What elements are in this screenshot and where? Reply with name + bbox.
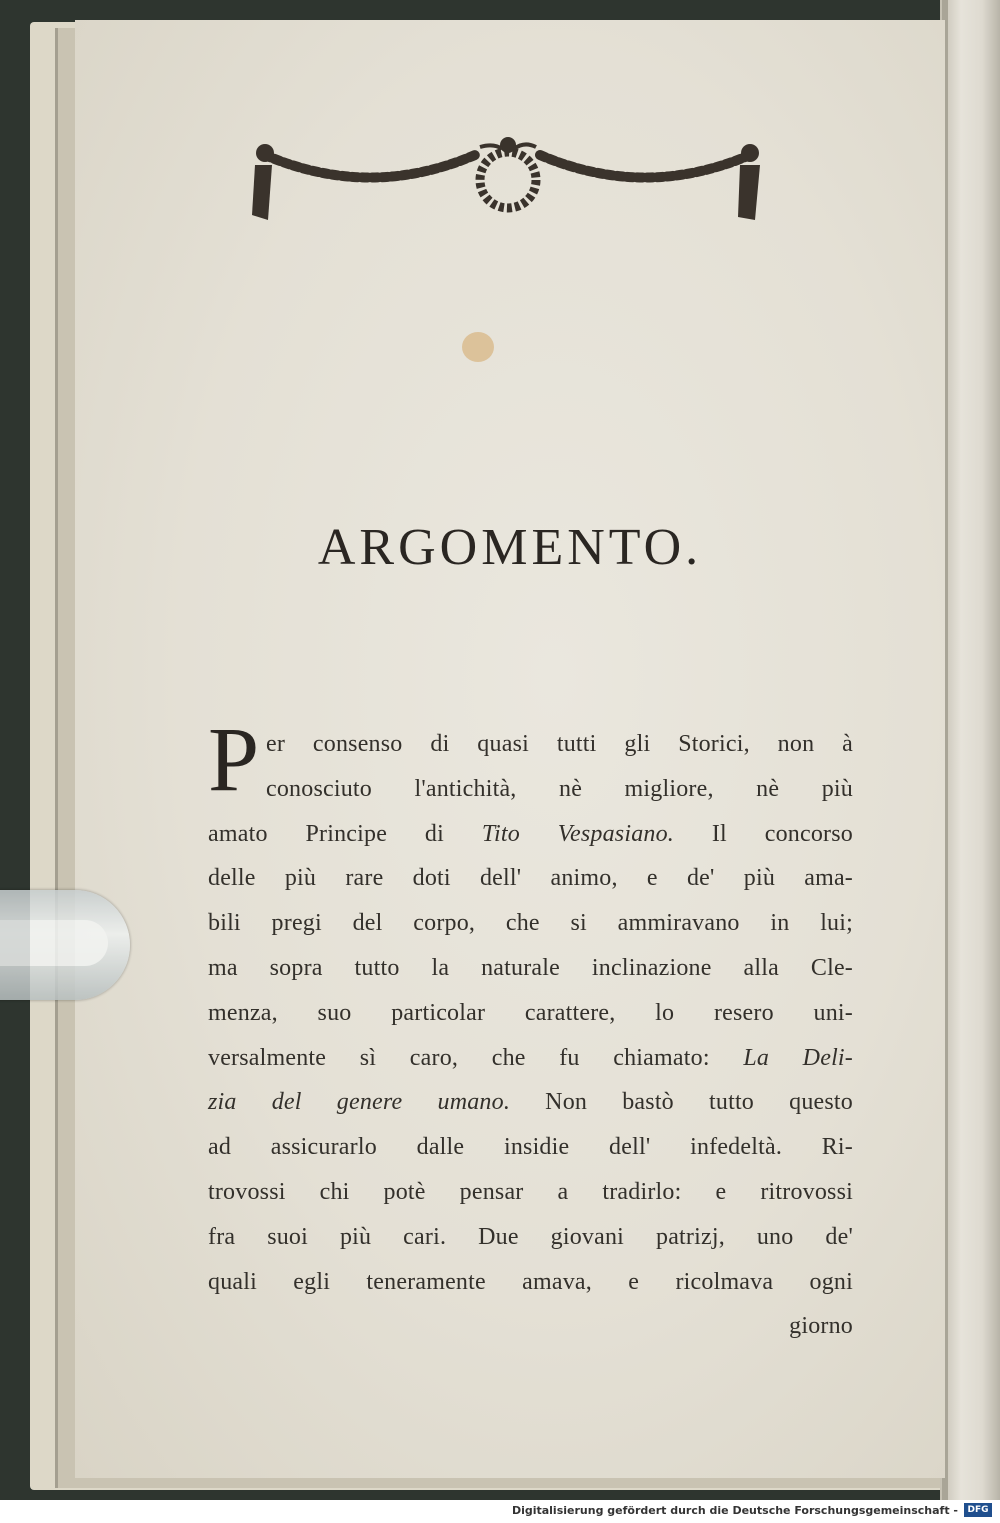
- text-line: [208, 1125, 853, 1170]
- text-line: [208, 722, 853, 767]
- text-span: trovossi chi potè pensar a tradirlo: e ritrovossi: [208, 1178, 853, 1205]
- book-spine: [940, 0, 1000, 1500]
- drop-cap: P: [208, 708, 260, 810]
- text-span: versalmente sì caro, che fu chiamato:: [208, 1044, 744, 1071]
- bookmark-clip-icon: [0, 890, 130, 1000]
- text-line: [208, 767, 853, 812]
- text-line: [208, 1036, 853, 1081]
- text-span: Il concorso: [674, 820, 853, 847]
- text-line: [208, 991, 853, 1036]
- italic-text: La Deli-: [743, 1044, 853, 1071]
- text-line: [208, 812, 853, 857]
- body-text: [208, 708, 853, 1349]
- text-span: Non bastò tutto questo: [510, 1089, 853, 1116]
- text-line: [208, 946, 853, 991]
- text-span: ad assicurarlo dalle insidie dell' infedeltà. Ri-: [208, 1134, 853, 1161]
- footer-credit: Digitalisierung gefördert durch die Deutsche Forschungsgemeinschaft -: [511, 1504, 958, 1517]
- text-line: [208, 1215, 853, 1260]
- page-title: ARGOMENTO.: [317, 519, 703, 576]
- paper-stain: [462, 332, 494, 362]
- text-span: amato Principe di: [208, 820, 482, 847]
- text-line: [208, 1080, 853, 1125]
- garland-ornament-icon: [240, 125, 775, 235]
- italic-text: zia del genere umano.: [208, 1089, 511, 1116]
- text-span: fra suoi più cari. Due giovani patrizj, uno de': [208, 1223, 853, 1250]
- text-span: menza, suo particolar carattere, lo resero uni-: [208, 999, 853, 1026]
- dfg-logo-icon: DFG: [964, 1503, 992, 1517]
- text-span: delle più rare doti dell' animo, e de' più ama-: [208, 865, 853, 892]
- text-span: bili pregi del corpo, che si ammiravano in lui;: [208, 910, 853, 937]
- footer: [0, 1500, 1000, 1523]
- text-span: ma sopra tutto la naturale inclinazione alla Cle-: [208, 954, 853, 981]
- text-span: er consenso di quasi tutti gli Storici, non à: [266, 731, 853, 757]
- catchword: giorno: [789, 1313, 853, 1340]
- text-span: conosciuto l'antichità, nè migliore, nè più: [266, 775, 853, 802]
- italic-text: Tito Vespasiano.: [481, 820, 675, 847]
- text-span: quali egli teneramente amava, e ricolmava ogni: [208, 1268, 853, 1295]
- text-line: [208, 901, 853, 946]
- text-line: [208, 856, 853, 901]
- text-line: [208, 1170, 853, 1215]
- text-line: [208, 1260, 853, 1305]
